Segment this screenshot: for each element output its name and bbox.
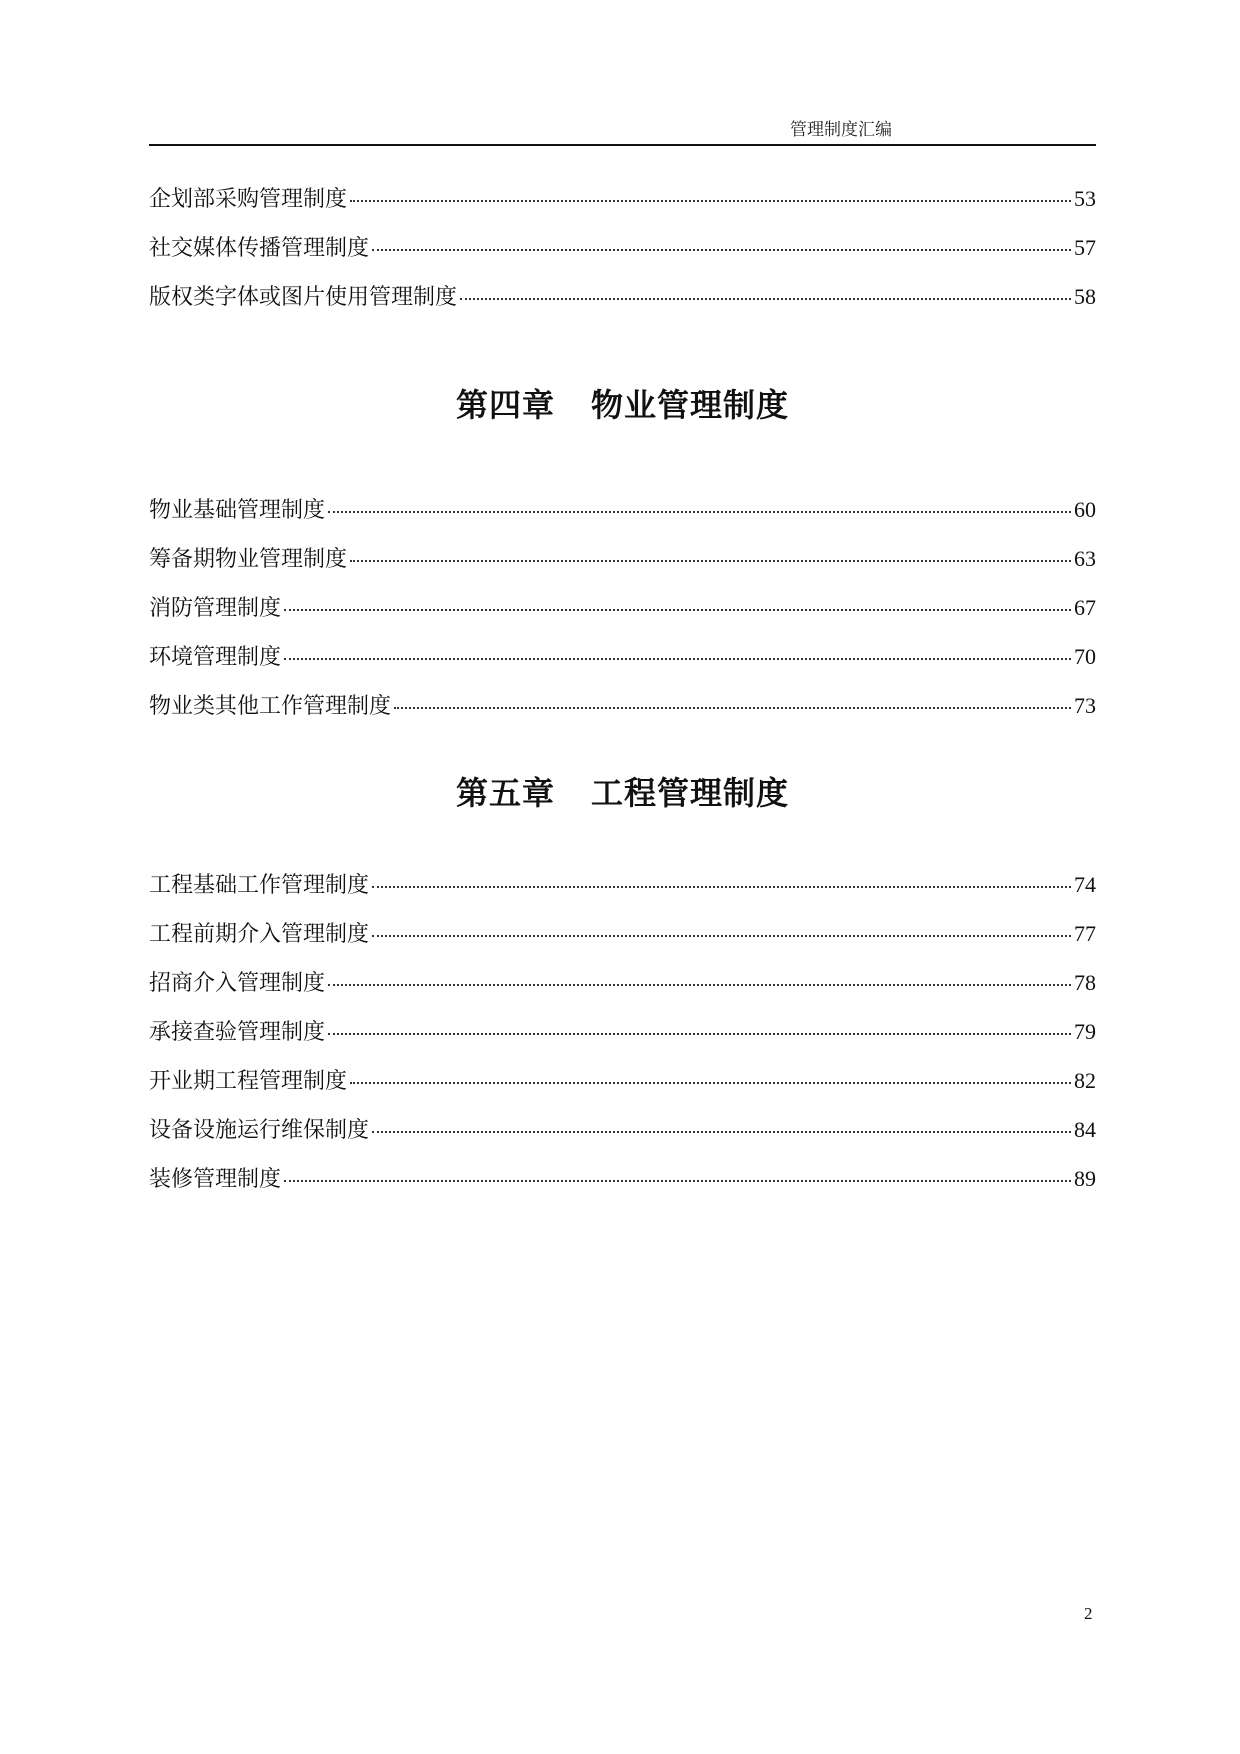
toc-leader-dots (372, 1131, 1071, 1133)
toc-leader-dots (350, 200, 1071, 202)
toc-entry-label: 装修管理制度 (149, 1167, 282, 1192)
toc-entry-label: 承接查验管理制度 (149, 1020, 326, 1045)
toc-entry-page: 63 (1074, 546, 1096, 571)
chapter-5-heading (149, 773, 1096, 813)
toc-entry[interactable] (149, 185, 1096, 234)
toc-entry[interactable] (149, 1165, 1096, 1214)
toc-entry-page: 58 (1074, 284, 1096, 309)
toc-leader-dots (350, 560, 1071, 562)
toc-entry-page: 74 (1074, 872, 1096, 897)
toc-leader-dots (328, 984, 1071, 986)
toc-entry[interactable] (149, 871, 1096, 920)
running-header-title: 管理制度汇编 (790, 120, 892, 140)
chapter-5-number: 第五章 (455, 774, 555, 812)
toc-leader-dots (284, 1180, 1071, 1182)
header-divider (149, 144, 1096, 146)
toc-entry-label: 工程前期介入管理制度 (149, 922, 370, 947)
toc-leader-dots (328, 1033, 1071, 1035)
toc-entry-label: 开业期工程管理制度 (149, 1069, 348, 1094)
toc-entry-page: 77 (1074, 921, 1096, 946)
toc-leader-dots (460, 298, 1071, 300)
toc-leader-dots (372, 249, 1071, 251)
toc-entry[interactable] (149, 283, 1096, 332)
chapter-4-title: 物业管理制度 (591, 386, 790, 424)
toc-entry-label: 工程基础工作管理制度 (149, 873, 370, 898)
toc-entry-page: 67 (1074, 595, 1096, 620)
toc-leader-dots (350, 1082, 1071, 1084)
toc-entry[interactable] (149, 594, 1096, 643)
toc-list-chapter-5 (149, 871, 1096, 1214)
toc-leader-dots (394, 707, 1071, 709)
toc-entry[interactable] (149, 234, 1096, 283)
page-number: 2 (1084, 1604, 1093, 1623)
toc-entry-label: 筹备期物业管理制度 (149, 547, 348, 572)
toc-entry[interactable] (149, 545, 1096, 594)
toc-entry[interactable] (149, 692, 1096, 741)
toc-entry-page: 73 (1074, 693, 1096, 718)
toc-entry-page: 57 (1074, 235, 1096, 260)
toc-entry[interactable] (149, 969, 1096, 1018)
toc-entry-page: 82 (1074, 1068, 1096, 1093)
toc-entry-label: 招商介入管理制度 (149, 971, 326, 996)
toc-entry[interactable] (149, 1067, 1096, 1116)
toc-leader-dots (372, 935, 1071, 937)
toc-leader-dots (284, 658, 1071, 660)
chapter-4-heading (149, 385, 1096, 425)
toc-list-chapter-4 (149, 496, 1096, 741)
toc-entry-page: 79 (1074, 1019, 1096, 1044)
toc-entry-label: 社交媒体传播管理制度 (149, 236, 370, 261)
toc-entry-page: 60 (1074, 497, 1096, 522)
chapter-4-number: 第四章 (455, 386, 555, 424)
toc-entry-page: 53 (1074, 186, 1096, 211)
toc-entry-label: 物业基础管理制度 (149, 498, 326, 523)
toc-entry-label: 企划部采购管理制度 (149, 187, 348, 212)
toc-entry-page: 70 (1074, 644, 1096, 669)
toc-leader-dots (328, 511, 1071, 513)
toc-entry[interactable] (149, 496, 1096, 545)
toc-entry-page: 78 (1074, 970, 1096, 995)
toc-entry[interactable] (149, 643, 1096, 692)
toc-entry-page: 89 (1074, 1166, 1096, 1191)
toc-entry-label: 环境管理制度 (149, 645, 282, 670)
toc-entry[interactable] (149, 920, 1096, 969)
chapter-5-title: 工程管理制度 (591, 774, 790, 812)
toc-entry[interactable] (149, 1116, 1096, 1165)
toc-leader-dots (284, 609, 1071, 611)
toc-entry-label: 版权类字体或图片使用管理制度 (149, 285, 458, 310)
toc-entry[interactable] (149, 1018, 1096, 1067)
toc-list-top (149, 185, 1096, 332)
toc-entry-label: 消防管理制度 (149, 596, 282, 621)
toc-entry-page: 84 (1074, 1117, 1096, 1142)
toc-entry-label: 物业类其他工作管理制度 (149, 694, 392, 719)
toc-leader-dots (372, 886, 1071, 888)
toc-entry-label: 设备设施运行维保制度 (149, 1118, 370, 1143)
